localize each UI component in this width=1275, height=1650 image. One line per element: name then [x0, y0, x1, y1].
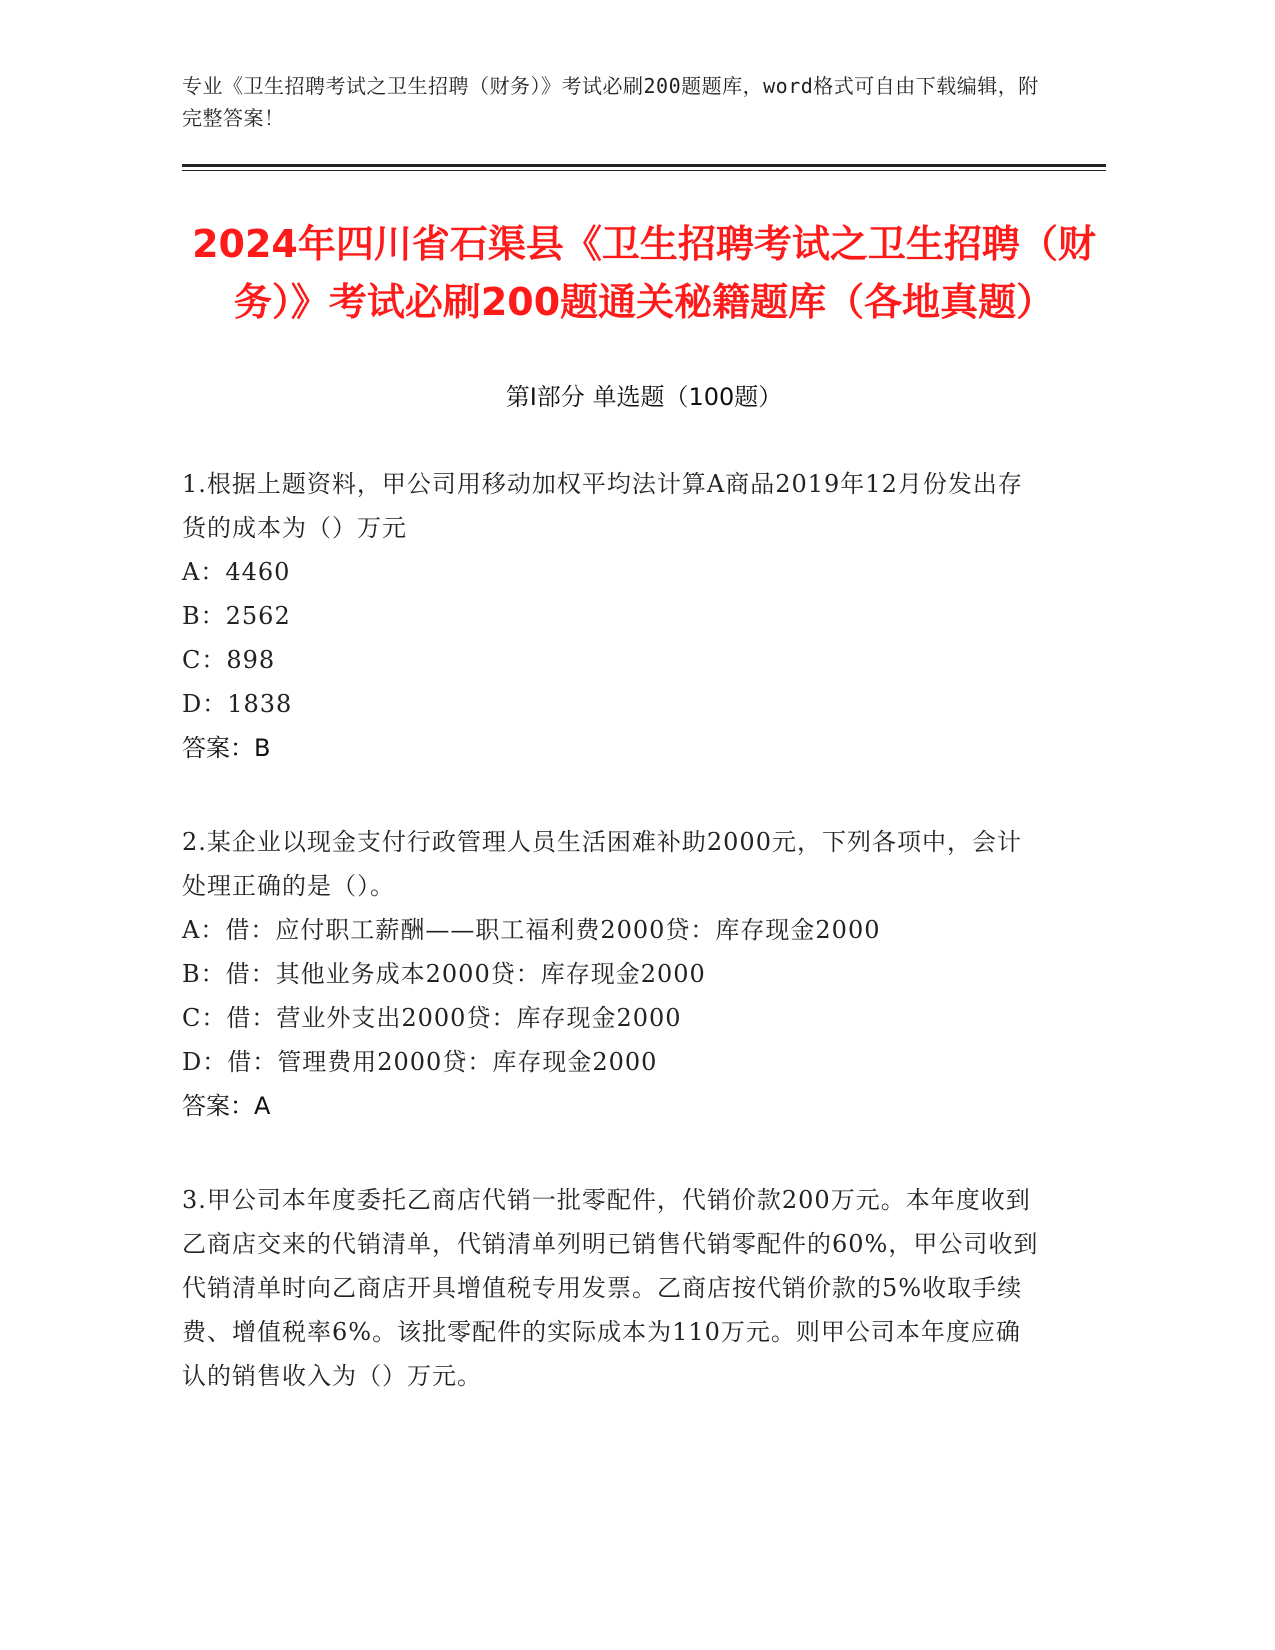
document-page	[182, 70, 1106, 1398]
question-3	[182, 1178, 1106, 1398]
option-b: B：2562	[182, 602, 291, 630]
document-title: 2024年四川省石渠县《卫生招聘考试之卫生招聘（财务）》考试必刷200题通关秘籍题库（各地真题）	[192, 222, 1096, 324]
answer-line: 答案：B	[182, 734, 271, 762]
answer-line: 答案：A	[182, 1092, 271, 1120]
question-2	[182, 820, 1106, 1128]
header-note: 专业《卫生招聘考试之卫生招聘（财务）》考试必刷200题题库，word格式可自由下载编辑，附完整答案！	[182, 74, 1039, 130]
question-stem: 3.甲公司本年度委托乙商店代销一批零配件，代销价款200万元。本年度收到乙商店交来的代销清单，代销清单列明已销售代销零配件的60%，甲公司收到代销清单时向乙商店开具增值税专用发票。乙商店按代销价款的5%收取手续费、增值税率6%。该批零配件的实际成本为110万元。则甲公司本年度应确认的销售收入为（）万元。	[182, 1186, 1039, 1390]
option-c: C：898	[182, 646, 276, 674]
option-b: B：借：其他业务成本2000贷：库存现金2000	[182, 960, 706, 988]
option-a: A：借：应付职工薪酬——职工福利费2000贷：库存现金2000	[182, 916, 881, 944]
option-d: D：借：管理费用2000贷：库存现金2000	[182, 1048, 658, 1076]
question-stem: 2.某企业以现金支付行政管理人员生活困难补助2000元，下列各项中，会计处理正确的是（）。	[182, 828, 1022, 900]
question-stem: 1.根据上题资料，甲公司用移动加权平均法计算A商品2019年12月份发出存货的成本为（）万元	[182, 470, 1023, 542]
question-1	[182, 462, 1106, 770]
header-divider-thin	[182, 170, 1106, 171]
section-title: 第Ⅰ部分 单选题（100题）	[505, 383, 783, 411]
option-c: C：借：营业外支出2000贷：库存现金2000	[182, 1004, 682, 1032]
header-divider-thick	[182, 164, 1106, 167]
option-a: A：4460	[182, 558, 291, 586]
option-d: D：1838	[182, 690, 293, 718]
